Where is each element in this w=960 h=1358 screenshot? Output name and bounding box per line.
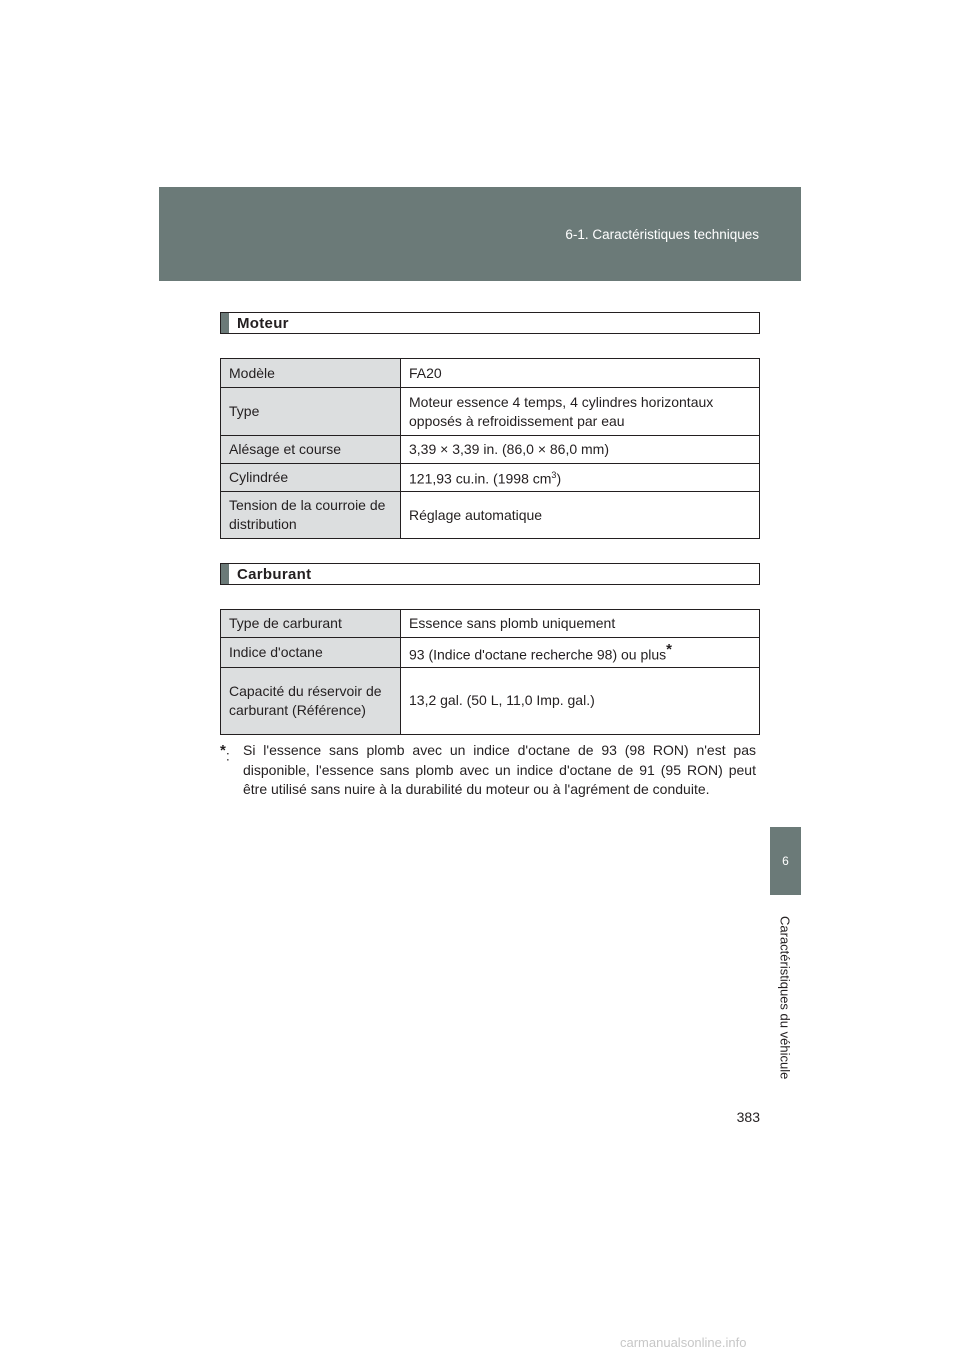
row-label: Indice d'octane <box>221 638 401 668</box>
table-row <box>221 436 760 464</box>
section-heading-text: Moteur <box>237 314 289 332</box>
chapter-side-label-text: Caractéristiques du véhicule <box>777 915 793 1080</box>
asterisk-mark: * <box>666 641 673 658</box>
row-label: Cylindrée <box>221 464 401 492</box>
page-number: 383 <box>736 1109 760 1125</box>
table-row <box>221 388 760 436</box>
row-value: 13,2 gal. (50 L, 11,0 Imp. gal.) <box>401 667 760 734</box>
table-row <box>221 667 760 734</box>
heading-accent-bar <box>221 313 229 333</box>
table-row <box>221 638 760 668</box>
row-value-end: ) <box>556 470 562 487</box>
chapter-tab-number <box>770 827 801 895</box>
table-row <box>221 610 760 638</box>
chapter-header-band <box>159 187 801 281</box>
row-value: Réglage automatique <box>401 492 760 539</box>
engine-spec-table <box>220 358 760 539</box>
row-value-text: 93 (Indice d'octane recherche 98) ou plus <box>409 646 667 663</box>
row-value: Essence sans plomb uniquement <box>401 610 760 638</box>
table-row <box>221 492 760 539</box>
footnote <box>220 741 756 800</box>
row-value <box>401 464 760 492</box>
table-row <box>221 359 760 388</box>
section-heading-carburant <box>220 563 760 585</box>
table-row <box>221 464 760 492</box>
chapter-title: 6-1. Caractéristiques techniques <box>565 227 759 242</box>
watermark: carmanualsonline.info <box>620 1335 747 1350</box>
row-label: Alésage et course <box>221 436 401 464</box>
row-value: 3,39 × 3,39 in. (86,0 × 86,0 mm) <box>401 436 760 464</box>
row-label: Tension de la courroie de distribution <box>221 492 401 539</box>
section-heading-moteur <box>220 312 760 334</box>
row-value <box>401 638 760 668</box>
row-label: Capacité du réservoir de carburant (Référence) <box>221 667 401 734</box>
row-label: Type de carburant <box>221 610 401 638</box>
row-value-text: 121,93 cu.in. (1998 cm <box>409 470 552 487</box>
superscript: 3 <box>551 470 557 481</box>
section-heading-text: Carburant <box>237 565 312 583</box>
row-value: FA20 <box>401 359 760 388</box>
row-value: Moteur essence 4 temps, 4 cylindres horizontaux opposés à refroidissement par eau <box>401 388 760 436</box>
fuel-spec-table <box>220 609 760 735</box>
chapter-number: 6 <box>782 854 789 868</box>
chapter-side-label <box>768 905 802 1090</box>
row-label: Modèle <box>221 359 401 388</box>
row-label: Type <box>221 388 401 436</box>
footnote-mark: *: <box>220 742 230 764</box>
footnote-text: Si l'essence sans plomb avec un indice d'octane de 93 (98 RON) n'est pas disponible, l'essence sans plomb avec un indice d'octane de 91 (95 RON) peut être utilisé sans nuire à la durabilité du moteur ou à l'agrément de conduite. <box>243 742 756 797</box>
heading-accent-bar <box>221 564 229 584</box>
